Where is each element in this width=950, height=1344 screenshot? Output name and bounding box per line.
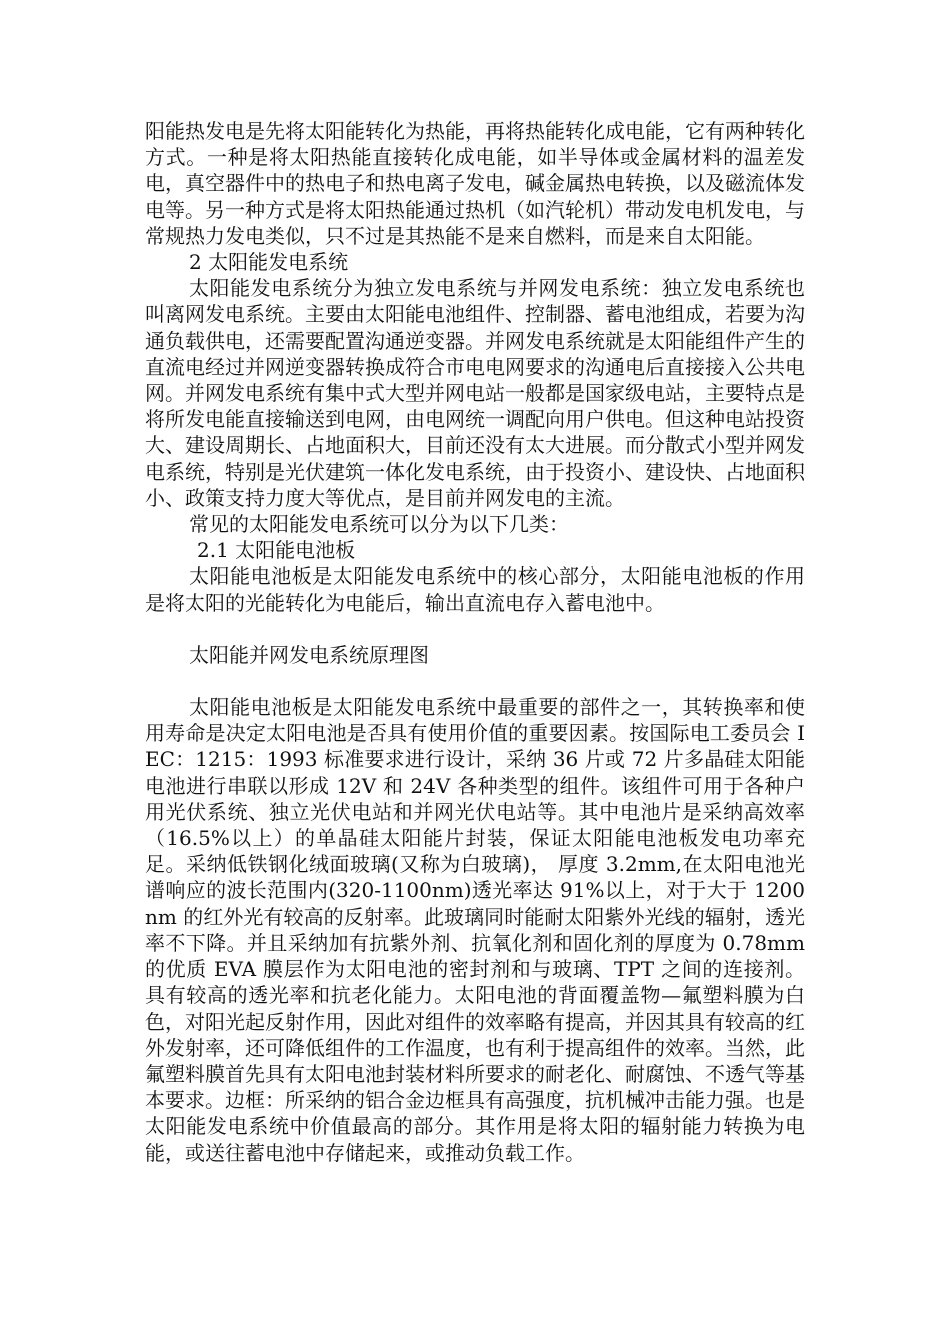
paragraph-panel-core: 太阳能电池板是太阳能发电系统中的核心部分，太阳能电池板的作用是将太阳的光能转化为电能后，输出直流电存入蓄电池中。 — [145, 564, 805, 615]
paragraph-solar-thermal: 阳能热发电是先将太阳能转化为热能，再将热能转化成电能，它有两种转化方式。一种是将太阳热能直接转化成电能，如半导体或金属材料的温差发电，真空器件中的热电子和热电离子发电，碱金属热电转换，以及磁流体发电等。另一种方式是将太阳热能通过热机（如汽轮机）带动发电机发电，与常规热力发电类似，只不过是其热能不是来自燃料，而是来自太阳能。 — [145, 119, 805, 248]
spacer — [145, 616, 805, 642]
spacer — [145, 668, 805, 694]
section-heading-2: 2 太阳能发电系统 — [189, 250, 349, 275]
paragraph-power-systems: 太阳能发电系统分为独立发电系统与并网发电系统：独立发电系统也叫离网发电系统。主要由太阳能电池组件、控制器、蓄电池组成，若要为沟通负载供电，还需要配置沟通逆变器。并网发电系统就是太阳能组件产生的直流电经过并网逆变器转换成符合市电电网要求的沟通电后直接接入公共电网。并网发电系统有集中式大型并网电站一般都是国家级电站，主要特点是将所发电能直接输送到电网，由电网统一调配向用户供电。但这种电站投资大、建设周期长、占地面积大，目前还没有太大进展。而分散式小型并网发电系统，特别是光伏建筑一体化发电系统，由于投资小、建设快、占地面积小、政策支持力度大等优点，是目前并网发电的主流。 — [145, 276, 805, 510]
section-heading-2-1: 2.1 太阳能电池板 — [197, 538, 356, 563]
document-body — [145, 118, 805, 1166]
figure-caption: 太阳能并网发电系统原理图 — [189, 642, 429, 667]
paragraph-panel-details: 太阳能电池板是太阳能发电系统中最重要的部件之一，其转换率和使用寿命是决定太阳电池是否具有使用价值的重要因素。按国际电工委员会 IEC：1215：1993 标准要求进行设计，采纳 36 片或 72 片多晶硅太阳能电池进行串联以形成 12V 和 24V 各种类型的组件。该组件可用于各种户用光伏系统、独立光伏电站和并网光伏电站等。其中电池片是采纳高效率（16.5%以上）的单晶硅太阳能片封装，保证太阳能电池板发电功率充足。采纳低铁钢化绒面玻璃(又称为白玻璃)， 厚度 3.2mm,在太阳电池光谱响应的波长范围内(320-1100nm)透光率达 91%以上，对于大于 1200 nm 的红外光有较高的反射率。此玻璃同时能耐太阳紫外光线的辐射，透光率不下降。并且采纳加有抗紫外剂、抗氧化剂和固化剂的厚度为 0.78mm 的优质 EVA 膜层作为太阳电池的密封剂和与玻璃、TPT 之间的连接剂。具有较高的透光率和抗老化能力。太阳电池的背面覆盖物—氟塑料膜为白色，对阳光起反射作用，因此对组件的效率略有提高，并因其具有较高的红外发射率，还可降低组件的工作温度，也有利于提高组件的效率。当然，此氟塑料膜首先具有太阳电池封装材料所要求的耐老化、耐腐蚀、不透气等基本要求。边框：所采纳的铝合金边框具有高强度，抗机械冲击能力强。也是太阳能发电系统中价值最高的部分。其作用是将太阳的辐射能力转换为电能，或送往蓄电池中存储起来，或推动负载工作。 — [145, 695, 805, 1165]
paragraph-system-types: 常见的太阳能发电系统可以分为以下几类： — [189, 512, 569, 537]
